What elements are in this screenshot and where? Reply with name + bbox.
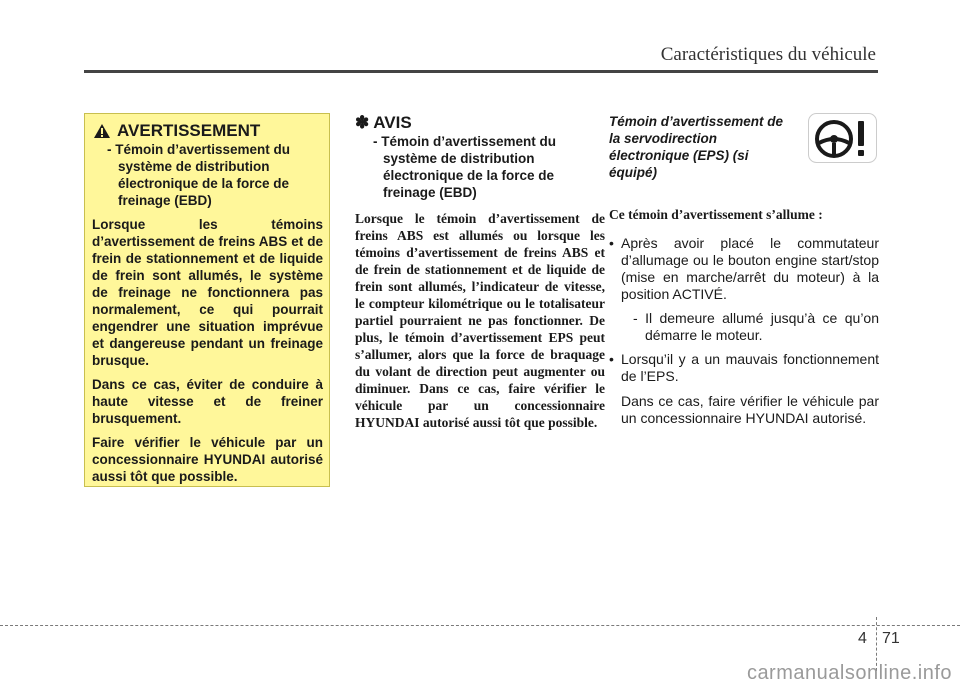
steering-warning-icon bbox=[808, 113, 877, 163]
footer-rule bbox=[0, 625, 960, 626]
bullet-dot: • bbox=[609, 235, 614, 251]
list-item bbox=[609, 235, 879, 344]
warning-paragraph-1: Lorsque les témoins d’avertissement de freins ABS et de frein de stationnement et de liquide de frein sont allumés, le système de freinage ne fonctionnera pas normalement, ce qui pourrait engendrer une situation imprévue et dangereuse pendant un freinage brusque. bbox=[92, 217, 323, 368]
watermark: carmanualsonline.info bbox=[746, 662, 952, 684]
notice-subtitle: - Témoin d’avertissement du système de distribution électronique de la force de freinage (EBD) bbox=[373, 134, 557, 200]
eps-bullet-2-continuation: Dans ce cas, faire vérifier le véhicule par un concessionnaire HYUNDAI autorisé. bbox=[621, 393, 879, 426]
bullet-dot: • bbox=[609, 351, 614, 367]
warning-paragraph-3: Faire vérifier le véhicule par un concessionnaire HYUNDAI autorisé aussi tôt que possible. bbox=[92, 435, 323, 484]
warning-subtitle: - Témoin d’avertissement du système de distribution électronique de la force de freinage (EBD) bbox=[107, 142, 291, 208]
warning-header bbox=[92, 122, 323, 139]
eps-title: Témoin d’avertissement de la servodirection électronique (EPS) (si équipé) bbox=[609, 114, 784, 180]
notice-body bbox=[355, 210, 605, 431]
section-number: 4 bbox=[858, 630, 867, 647]
warning-triangle-icon bbox=[93, 123, 111, 139]
eps-bullet-list bbox=[609, 235, 879, 427]
eps-bullet-1: Après avoir placé le commutateur d’allumage ou le bouton engine start/stop (mise en marche/arrêt du moteur) à la position ACTIVÉ. bbox=[621, 235, 879, 302]
warning-paragraph-2: Dans ce cas, éviter de conduire à haute vitesse et de freiner brusquement. bbox=[92, 377, 323, 426]
header-rule bbox=[84, 70, 878, 73]
notice-body-text-2: Dans ce cas, faire vérifier le véhicule par un concessionnaire HYUNDAI autorisé aussi tôt que possible. bbox=[355, 381, 605, 430]
notice-body-text: Lorsque le témoin d’avertissement de freins ABS est allumés ou lorsque les témoins d’avertissement de freins ABS et de frein de stationnement et de liquide de frein sont allumés, l’indicateur de vitesse, le compteur kilométrique ou le totalisateur partiel pourraient ne pas fonctionner. De plus, le témoin d’avertissement EPS peut s’allumer, alors que la force de braquage du volant de direction peut augmenter ou diminuer. bbox=[355, 211, 605, 396]
notice-title bbox=[355, 113, 605, 133]
notice-section bbox=[355, 113, 605, 431]
list-item bbox=[609, 351, 879, 427]
eps-bullet-1-sub: - Il demeure allumé jusqu’à ce qu’on démarre le moteur. bbox=[633, 310, 879, 343]
eps-bullet-2: Lorsqu’il y a un mauvais fonctionnement de l’EPS. bbox=[621, 351, 879, 384]
eps-lead-text: Ce témoin d’avertissement s’allume : bbox=[609, 207, 823, 222]
warning-box bbox=[84, 113, 330, 487]
notice-title-text: AVIS bbox=[373, 113, 412, 132]
page-number: 71 bbox=[882, 630, 900, 647]
notice-symbol-icon: ✽ bbox=[355, 113, 370, 132]
page-header-title: Caractéristiques du véhicule bbox=[660, 44, 876, 65]
warning-title: AVERTISSEMENT bbox=[117, 121, 261, 140]
